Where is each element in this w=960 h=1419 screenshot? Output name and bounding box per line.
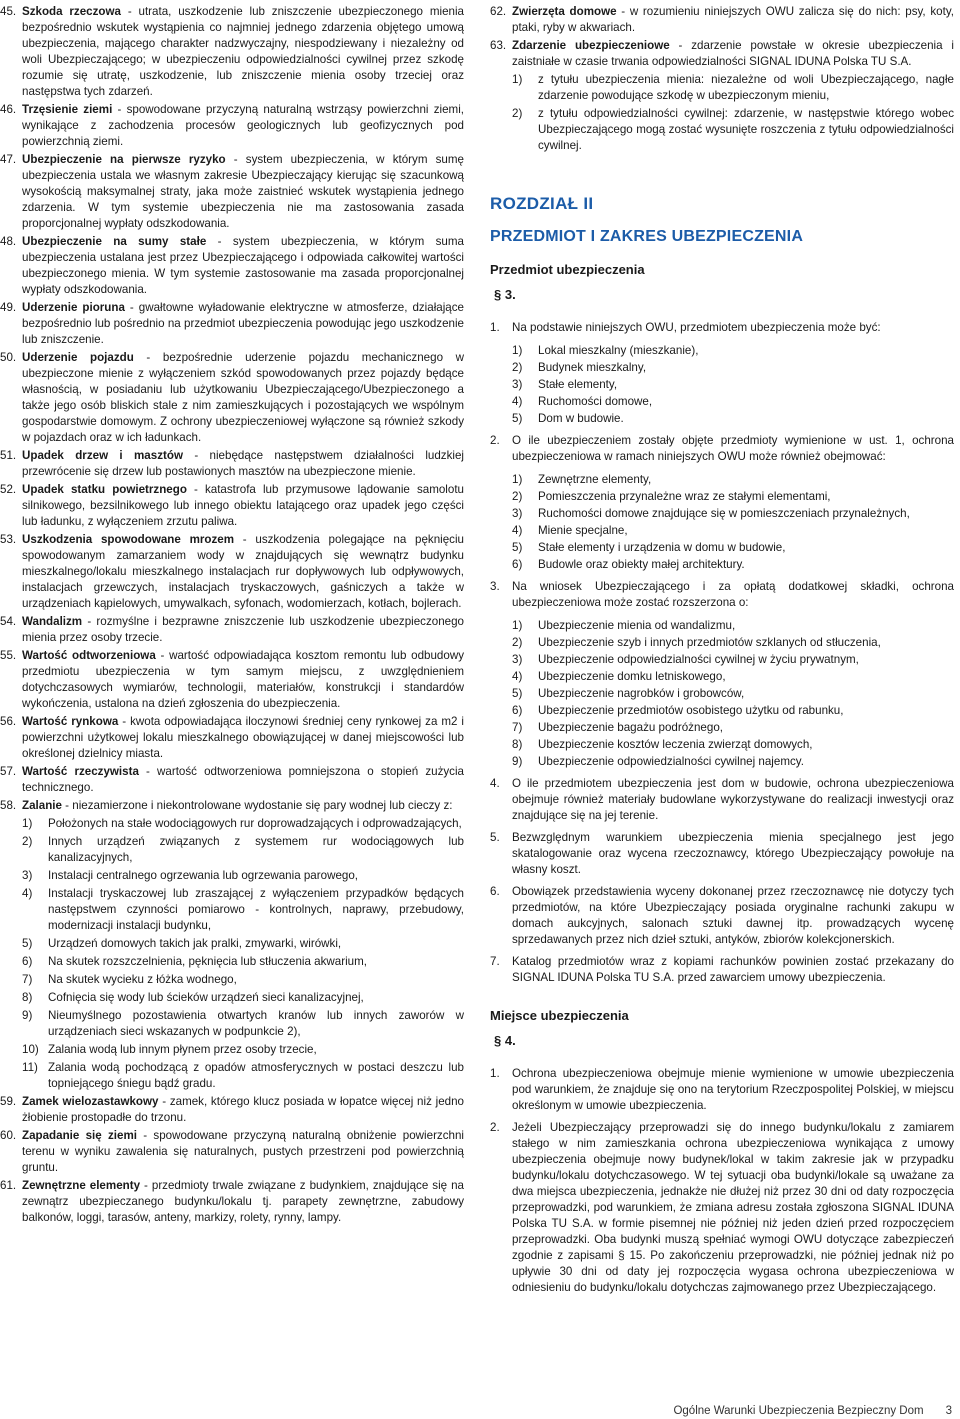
definition-item bbox=[0, 152, 464, 232]
list-item-number: 3) bbox=[512, 378, 523, 391]
list-item bbox=[490, 376, 954, 393]
definition-text: - niebędące następstwem działalności ludzkiej przewrócenie się drzew lub postawionych masztów na ubezpieczone mienie. bbox=[22, 449, 464, 478]
definition-number: 47. bbox=[0, 153, 17, 166]
definitions-list-left-continued bbox=[0, 1094, 464, 1226]
list-item-number: 1) bbox=[512, 73, 523, 86]
list-item-number: 1) bbox=[512, 344, 523, 357]
list-item-number: 7) bbox=[22, 973, 33, 986]
definition-text: - kwota odpowiadająca iloczynowi średniej ceny rynkowej za m2 i powierzchni użytkowej lokalu mieszkalnego obowiązującej w danej miejscowości lub określonej dzielnicy miasta. bbox=[22, 715, 464, 760]
section1-item-5: 5. Bezwzględnym warunkiem ubezpieczenia mienia specjalnego jest jego skatalogowanie oraz wycena rzeczoznawcy, którego Ubezpieczający powołuje na własny koszt. bbox=[490, 831, 954, 876]
definition-number: 58. bbox=[0, 799, 17, 812]
list-item bbox=[490, 702, 954, 719]
list-item bbox=[490, 471, 954, 488]
list-item bbox=[0, 816, 464, 832]
list-item-text: Budynek mieszkalny, bbox=[538, 361, 647, 374]
definition-number: 50. bbox=[0, 351, 17, 364]
list-item bbox=[490, 668, 954, 685]
list-item-text: z tytułu odpowiedzialności cywilnej: zdarzenie, w następstwie którego wobec Ubezpieczającego mogą zostać wysunięte roszczenia z tytułu odpowiedzialności cywilnej. bbox=[538, 107, 954, 152]
list-item-number: 6) bbox=[512, 704, 523, 717]
definition-number: 48. bbox=[0, 235, 17, 248]
definition-number: 63. bbox=[490, 39, 507, 52]
list-item-number: 8) bbox=[22, 991, 33, 1004]
definition-item bbox=[0, 102, 464, 150]
list-item-text: Instalacji tryskaczowej lub zraszającej z wyłączeniem przypadków będących następstwem czynności pomiarowo - kontrolnych, naprawy, przebudowy, modernizacji instalacji budynku, bbox=[48, 887, 464, 932]
definition-term: Uderzenie pioruna bbox=[22, 301, 125, 314]
zalanie-sublist bbox=[0, 816, 464, 1092]
list-item-text: Cofnięcia się wody lub ścieków urządzeń sieci kanalizacyjnej, bbox=[48, 991, 364, 1004]
list-item bbox=[0, 868, 464, 884]
definition-term: Upadek drzew i masztów bbox=[22, 449, 183, 462]
list-item bbox=[0, 834, 464, 866]
list-item-text: Budowle oraz obiekty małej architektury. bbox=[538, 558, 745, 571]
section1-item-3: 3. Na wniosek Ubezpieczającego i za opłatą dodatkowej składki, ochrona ubezpieczeniowa może zostać rozszerzona o: bbox=[490, 580, 954, 609]
list-item-number: 5) bbox=[512, 412, 523, 425]
list-item-text: Ubezpieczenie nagrobków i grobowców, bbox=[538, 687, 745, 700]
list-item-number: 2) bbox=[512, 636, 523, 649]
list-item-number: 9) bbox=[22, 1009, 33, 1022]
list-item-number: 5) bbox=[512, 687, 523, 700]
list-item bbox=[490, 393, 954, 410]
definition-term: Zwierzęta domowe bbox=[512, 5, 617, 18]
section-title-przedmiot: Przedmiot ubezpieczenia bbox=[490, 262, 645, 277]
definition-term: Ubezpieczenie na pierwsze ryzyko bbox=[22, 153, 226, 166]
definition-term: Wartość rynkowa bbox=[22, 715, 119, 728]
definition-number: 60. bbox=[0, 1129, 17, 1142]
list-item bbox=[490, 685, 954, 702]
list-item bbox=[490, 736, 954, 753]
list-item-text: Ruchomości domowe znajdujące się w pomieszczeniach przynależnych, bbox=[538, 507, 910, 520]
section1-item-1: 1. Na podstawie niniejszych OWU, przedmiotem ubezpieczenia może być: bbox=[490, 321, 881, 334]
list-item bbox=[490, 753, 954, 770]
definition-term: Trzęsienie ziemi bbox=[22, 103, 113, 116]
definition-text: - katastrofa lub przymusowe lądowanie samolotu silnikowego, bezsilnikowego lub innego obiektu latającego oraz upadek jego części lub ładunku, z wyłączeniem zrzutu paliwa. bbox=[22, 483, 464, 528]
list-item-text: Zalania wodą lub innym płynem przez osoby trzecie, bbox=[48, 1043, 317, 1056]
list-item bbox=[0, 972, 464, 988]
list-item-text: Ubezpieczenie odpowiedzialności cywilnej w życiu prywatnym, bbox=[538, 653, 859, 666]
definition-term: Uderzenie pojazdu bbox=[22, 351, 134, 364]
definition-text: - zamek, którego klucz posiada w łopatce więcej niż jedno żłobienie prostopadłe do trzonu. bbox=[22, 1095, 464, 1124]
list-item-text: Na skutek rozszczelnienia, pęknięcia lub stłuczenia akwarium, bbox=[48, 955, 367, 968]
section1-item-4: 4. O ile przedmiotem ubezpieczenia jest dom w budowie, ochrona ubezpieczeniowa obejmuje również materiały budowlane wykorzystywane do realizacji inwestycji oraz znajdujące się na jej terenie. bbox=[490, 777, 954, 822]
definition-item bbox=[0, 1178, 464, 1226]
definition-text: - spowodowane przyczyną naturalną obniżenie powierzchni terenu w wyniku zawalenia się naturalnych, pustych przestrzeni pod powierzchnią gruntu. bbox=[22, 1129, 464, 1174]
definition-item bbox=[490, 38, 954, 70]
definition-text: - spowodowane przyczyną naturalną wstrząsy powierzchni ziemi, wynikające z zachodzenia procesów geologicznych lub geofizycznych pod powierzchnią ziemi. bbox=[22, 103, 464, 148]
definition-term: Zapadanie się ziemi bbox=[22, 1129, 137, 1142]
list-item-number: 3) bbox=[512, 507, 523, 520]
definition-item bbox=[0, 1094, 464, 1126]
list-item-number: 9) bbox=[512, 755, 523, 768]
list-item-number: 4) bbox=[512, 524, 523, 537]
definition-text: - utrata, uszkodzenie lub zniszczenie ubezpieczonego mienia bezpośrednio wskutek wystąpienia co najmniej jednego zdarzenia objętego umową ubezpieczenia, mającego charakter nadzwyczajny, niespodziewany i niezależny od woli Ubezpieczającego; w ubezpieczeniu odpowiedzialności cywilnej przez szkodę rozumie się utratę, uszkodzenie, lub zniszczenie mienia osoby trzeciej oraz następstwa tych zdarzeń. bbox=[22, 5, 464, 98]
list-item-text: Na skutek wycieku z łóżka wodnego, bbox=[48, 973, 237, 986]
definition-term: Wandalizm bbox=[22, 615, 83, 628]
chapter-label: ROZDZIAŁ II bbox=[490, 194, 594, 213]
definition-item bbox=[0, 798, 464, 814]
list-item-text: Położonych na stałe wodociągowych rur doprowadzających i odprowadzających, bbox=[48, 817, 462, 830]
footer-title: Ogólne Warunki Ubezpieczenia Bezpieczny Dom bbox=[673, 1405, 924, 1417]
definition-item bbox=[0, 234, 464, 298]
chapter-title: PRZEDMIOT I ZAKRES UBEZPIECZENIA bbox=[490, 228, 804, 245]
list-item-number: 7) bbox=[512, 721, 523, 734]
list-item bbox=[490, 72, 954, 104]
list-item bbox=[490, 410, 954, 427]
definition-term: Wartość rzeczywista bbox=[22, 765, 139, 778]
section2-item-1: 1. Ochrona ubezpieczeniowa obejmuje mienie wymienione w umowie ubezpieczenia pod warunkiem, że znajduje się ono na terytorium Rzeczpospolitej Polskiej, w miejscu określonym w umowie ubezpieczenia. bbox=[490, 1067, 954, 1112]
paragraph-mark-4: § 4. bbox=[494, 1033, 516, 1048]
definition-text: - wartość odtworzeniowa pomniejszona o stopień zużycia technicznego. bbox=[22, 765, 464, 794]
list-item-text: Dom w budowie. bbox=[538, 412, 624, 425]
list-item-text: Ruchomości domowe, bbox=[538, 395, 653, 408]
definition-item bbox=[0, 1128, 464, 1176]
definition-text: - system ubezpieczenia, w którym sumę ubezpieczenia ustala we własnym zakresie Ubezpieczający kierując się szacunkową wysokością maksymalnej straty, jaka może zaistnieć wskutek wystąpienia jednego zdarzenia. W tym systemie ubezpieczenia nie ma zastosowania zasada proporcjonalnej wypłaty odszkodowania. bbox=[22, 153, 464, 230]
definitions-list-right bbox=[490, 4, 954, 70]
zdarzenie-sublist bbox=[490, 72, 954, 154]
page-number: 3 bbox=[945, 1405, 952, 1417]
list-item-text: Ubezpieczenie mienia od wandalizmu, bbox=[538, 619, 736, 632]
list-item bbox=[490, 106, 954, 154]
definition-item bbox=[0, 350, 464, 446]
section2-item-2: 2. Jeżeli Ubezpieczający przeprowadzi się do innego budynku/lokalu z zamiarem stałego w nim zamieszkania ochrona ubezpieczeniowa wynikająca z umowy ubezpieczenia obejmuje nowy budynek/lokal w takim zakresie jak w przypadku budynku/lokalu dotychczasowego. W tej sytuacji oba budynki/lokale są uważane za dwa miejsca ubezpieczenia, jednakże nie dłużej niż przez 30 dni od daty rozpoczęcia przeprowadzki, pod warunkiem, że zmiana adresu została zgłoszona SIGNAL IDUNA Polska TU S.A. w formie pisemnej nie później niż jeden dzień przed rozpoczęciem przeprowadzki. Oba budynki muszą spełniać wymogi OWU dotyczące zabezpieczeń zgodnie z zapisami § 15. Po zakończeniu przeprowadzki, nie później jednak niż po upływie 30 dni od daty jej rozpoczęcia wygasa ochrona ubezpieczeniowa w odniesieniu do budynku/lokalu dotychczas zajmowanego przez Ubezpieczającego. bbox=[490, 1121, 954, 1294]
list-item-text: Ubezpieczenie przedmiotów osobistego użytku od rabunku, bbox=[538, 704, 844, 717]
list-item-number: 6) bbox=[22, 955, 33, 968]
list-item bbox=[490, 522, 954, 539]
section1-item-7: 7. Katalog przedmiotów wraz z kopiami rachunków powinien zostać przekazany do SIGNAL IDUNA Polska TU S.A. przed zawarciem umowy ubezpieczenia. bbox=[490, 955, 954, 984]
definition-number: 55. bbox=[0, 649, 17, 662]
list-item-number: 1) bbox=[512, 619, 523, 632]
list-item-number: 8) bbox=[512, 738, 523, 751]
list-item-text: z tytułu ubezpieczenia mienia: niezależne od woli Ubezpieczającego, nagłe zdarzenie powodujące szkodę w ubezpieczonym mieniu, bbox=[538, 73, 954, 102]
list-item-number: 2) bbox=[512, 490, 523, 503]
definition-number: 51. bbox=[0, 449, 17, 462]
definition-number: 62. bbox=[490, 5, 507, 18]
list-item bbox=[490, 342, 954, 359]
definition-text: - wartość odpowiadająca kosztom remontu lub odbudowy przedmiotu ubezpieczenia w tym samym miejscu, z uwzględnieniem dotychczasowych wymiarów, technologii, materiałów, konstrukcji i standardów wykończenia, ustalona na dzień zgłoszenia do ubezpieczenia. bbox=[22, 649, 464, 710]
list-item bbox=[0, 886, 464, 934]
definition-item bbox=[0, 532, 464, 612]
list-item-number: 2) bbox=[22, 835, 33, 848]
list-item-text: Ubezpieczenie odpowiedzialności cywilnej najemcy. bbox=[538, 755, 804, 768]
right-column bbox=[490, 4, 954, 1302]
definition-text: - rozmyślne i bezprawne zniszczenie lub uszkodzenie ubezpieczonego mienia przez osoby trzecie. bbox=[22, 615, 464, 644]
list-item bbox=[490, 556, 954, 573]
list-item-text: Ubezpieczenie szyb i innych przedmiotów szklanych od stłuczenia, bbox=[538, 636, 881, 649]
definition-item bbox=[490, 4, 954, 36]
list-item-text: Nieumyślnego pozostawienia otwartych kranów lub innych zaworów w urządzeniach sieci wskazanych w podpunkcie 2), bbox=[48, 1009, 464, 1038]
definition-item bbox=[0, 300, 464, 348]
list-item bbox=[490, 651, 954, 668]
definition-item bbox=[0, 648, 464, 712]
definition-item bbox=[0, 764, 464, 796]
list-item bbox=[0, 954, 464, 970]
definition-term: Ubezpieczenie na sumy stałe bbox=[22, 235, 207, 248]
definition-text: - w rozumieniu niniejszych OWU zalicza się do nich: psy, koty, ptaki, ryby w akwariach. bbox=[512, 5, 954, 34]
definition-number: 49. bbox=[0, 301, 17, 314]
definition-number: 56. bbox=[0, 715, 17, 728]
definition-number: 54. bbox=[0, 615, 17, 628]
definition-text: - system ubezpieczenia, w którym suma ubezpieczenia ustalana jest przez Ubezpieczającego i odpowiada całkowitej wartości ubezpieczonego mienia. W tym systemie zastosowanie ma zasada proporcjonalnej wypłaty odszkodowania. bbox=[22, 235, 464, 296]
list-item-number: 5) bbox=[512, 541, 523, 554]
list-item-text: Zewnętrzne elementy, bbox=[538, 473, 652, 486]
definition-item bbox=[0, 714, 464, 762]
left-column bbox=[0, 4, 464, 1228]
list-item-number: 11) bbox=[22, 1061, 38, 1074]
list-item-number: 1) bbox=[512, 473, 523, 486]
list-item-text: Mienie specjalne, bbox=[538, 524, 628, 537]
definition-number: 53. bbox=[0, 533, 17, 546]
list-item-number: 2) bbox=[512, 107, 523, 120]
definition-text: - zdarzenie powstałe w okresie ubezpieczenia i zaistniałe w czasie trwania odpowiedzialności SIGNAL IDUNA Polska TU S.A. bbox=[512, 39, 955, 68]
section1-list-2 bbox=[490, 471, 954, 573]
list-item bbox=[490, 719, 954, 736]
definition-term: Szkoda rzeczowa bbox=[22, 5, 121, 18]
list-item bbox=[0, 936, 464, 952]
definition-text: - bezpośrednie uderzenie pojazdu mechanicznego w ubezpieczone mienie z wyłączeniem szkód spowodowanych przez pojazdy będące własnością, w posiadaniu lub użytkowaniu Ubezpieczającego/Ubezpieczonego a także jego osób bliskich stale z nim zamieszkujących i pozostających we wspólnym gospodarstwie domowym. Z ochrony ubezpieczeniowej wyłączone są również szkody w pojazdach oraz w ich ładunkach. bbox=[22, 351, 464, 444]
list-item-text: Ubezpieczenie bagażu podróżnego, bbox=[538, 721, 723, 734]
list-item-number: 10) bbox=[22, 1043, 39, 1056]
list-item-number: 5) bbox=[22, 937, 33, 950]
list-item bbox=[0, 1008, 464, 1040]
definition-term: Zewnętrzne elementy bbox=[22, 1179, 141, 1192]
definition-item bbox=[0, 614, 464, 646]
list-item bbox=[490, 617, 954, 634]
definition-item bbox=[0, 482, 464, 530]
list-item-number: 2) bbox=[512, 361, 523, 374]
list-item-text: Stałe elementy i urządzenia w domu w budowie, bbox=[538, 541, 786, 554]
list-item bbox=[490, 488, 954, 505]
definition-text: - uszkodzenia polegające na pęknięciu spowodowanym zamarzaniem wody w znajdujących się wewnątrz budynku mieszkalnego/lokalu mieszkalnego instalacjach rur dopływowych lub odpływowych, instalacjach grzewczych, instalacjach tryskaczowych, gaśniczych a także w urządzeniach kąpielowych, umywalkach, syfonach, wodomierzach, kotłach, bojlerach. bbox=[22, 533, 464, 610]
list-item bbox=[490, 359, 954, 376]
definition-term: Zdarzenie ubezpieczeniowe bbox=[512, 39, 670, 52]
definition-number: 61. bbox=[0, 1179, 17, 1192]
list-item bbox=[0, 1060, 464, 1092]
list-item-text: Zalania wodą pochodzącą z opadów atmosferycznych w postaci deszczu lub topniejącego śniegu bądź gradu. bbox=[48, 1061, 464, 1090]
list-item-text: Ubezpieczenie kosztów leczenia zwierząt domowych, bbox=[538, 738, 813, 751]
definition-number: 52. bbox=[0, 483, 17, 496]
definition-number: 45. bbox=[0, 5, 17, 18]
section1-list-1 bbox=[490, 342, 954, 427]
list-item-text: Innych urządzeń związanych z systemem rur wodociągowych lub kanalizacyjnych, bbox=[48, 835, 464, 864]
list-item-number: 1) bbox=[22, 817, 33, 830]
section1-item-6: 6. Obowiązek przedstawienia wyceny dokonanej przez rzeczoznawcę nie dotyczy tych przedmiotów, na które Ubezpieczający posiada oryginalne rachunki zakupu w domach aukcyjnych, salonach sztuki dawnej itp. prowadzących wycenę sprzedawanych przez nich dzieł sztuki, antyków, zbiorów kolekcjonerskich. bbox=[490, 885, 954, 946]
section-title-miejsce: Miejsce ubezpieczenia bbox=[490, 1008, 629, 1023]
definition-term: Wartość odtworzeniowa bbox=[22, 649, 156, 662]
list-item bbox=[490, 539, 954, 556]
section1-list-3 bbox=[490, 617, 954, 770]
definition-term: Zamek wielozastawkowy bbox=[22, 1095, 159, 1108]
list-item-text: Ubezpieczenie domku letniskowego, bbox=[538, 670, 726, 683]
definition-text: - niezamierzone i niekontrolowane wydostanie się pary wodnej lub cieczy z: bbox=[61, 799, 453, 812]
paragraph-mark-3: § 3. bbox=[494, 287, 516, 302]
section1-item-2: 2. O ile ubezpieczeniem zostały objęte przedmioty wymienione w ust. 1, ochrona ubezpieczeniowa w ramach niniejszych OWU może również obejmować: bbox=[490, 434, 954, 463]
definition-term: Upadek statku powietrznego bbox=[22, 483, 187, 496]
definition-term: Zalanie bbox=[22, 799, 62, 812]
definition-text: - przedmioty trwale związane z budynkiem, znajdujące się na zewnątrz ubezpieczanego budynku/lokalu tj. parapety zewnętrzne, zabudowy balkonów, loggi, tarasów, anteny, markizy, rolety, rynny, lampy. bbox=[22, 1179, 464, 1224]
definition-term: Uszkodzenia spowodowane mrozem bbox=[22, 533, 235, 546]
definition-number: 46. bbox=[0, 103, 17, 116]
list-item bbox=[490, 505, 954, 522]
list-item bbox=[0, 990, 464, 1006]
list-item-text: Urządzeń domowych takich jak pralki, zmywarki, wirówki, bbox=[48, 937, 342, 950]
definitions-list-left bbox=[0, 4, 464, 814]
definition-item bbox=[0, 4, 464, 100]
definition-number: 59. bbox=[0, 1095, 17, 1108]
definition-number: 57. bbox=[0, 765, 17, 778]
definition-item bbox=[0, 448, 464, 480]
list-item-text: Instalacji centralnego ogrzewania lub ogrzewania parowego, bbox=[48, 869, 359, 882]
list-item-number: 3) bbox=[512, 653, 523, 666]
list-item-number: 6) bbox=[512, 558, 523, 571]
list-item-number: 4) bbox=[512, 670, 523, 683]
list-item-number: 3) bbox=[22, 869, 33, 882]
list-item-text: Stałe elementy, bbox=[538, 378, 618, 391]
list-item-text: Lokal mieszkalny (mieszkanie), bbox=[538, 344, 699, 357]
list-item-number: 4) bbox=[22, 887, 33, 900]
list-item bbox=[490, 634, 954, 651]
list-item-text: Pomieszczenia przynależne wraz ze stałymi elementami, bbox=[538, 490, 831, 503]
definition-text: - gwałtowne wyładowanie elektryczne w atmosferze, działające bezpośrednio lub pośrednio na przedmiot ubezpieczenia powodując jego uszkodzenie lub zniszczenie. bbox=[22, 301, 465, 346]
page-footer bbox=[673, 1405, 952, 1417]
list-item bbox=[0, 1042, 464, 1058]
list-item-number: 4) bbox=[512, 395, 523, 408]
